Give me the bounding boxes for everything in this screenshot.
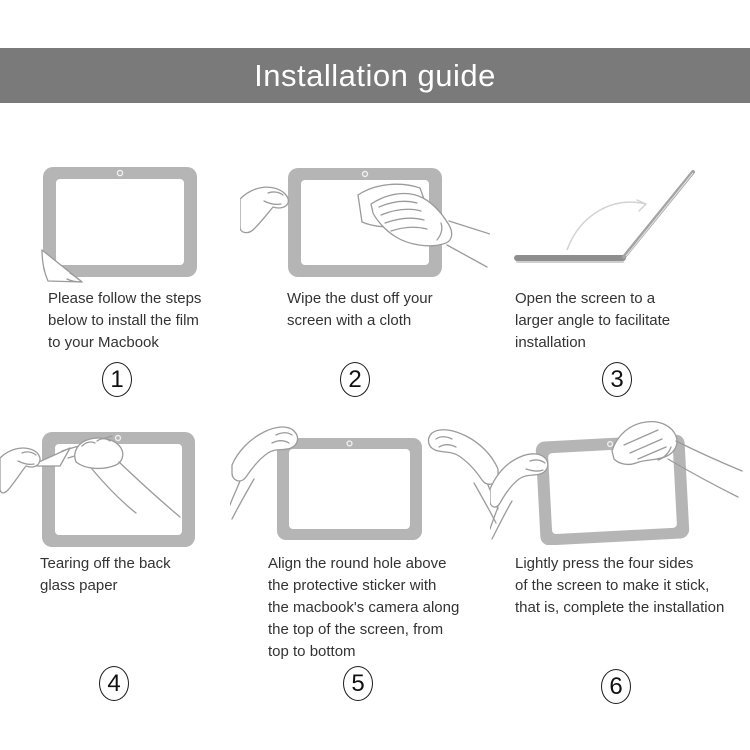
caption-line: larger angle to facilitate	[515, 312, 671, 329]
step-5-number-badge	[343, 666, 373, 701]
step-4-caption	[40, 553, 171, 597]
step-number: 5	[351, 669, 365, 697]
caption-line: top to bottom	[268, 643, 356, 660]
step-6-caption	[515, 553, 724, 619]
caption-line: of the screen to make it stick,	[515, 577, 710, 594]
step-2-number-badge	[340, 362, 370, 397]
caption-line: installation	[515, 334, 586, 351]
step-5-caption	[268, 553, 459, 663]
step-1-caption	[48, 288, 201, 354]
film-peel-icon	[20, 160, 240, 285]
step-number: 3	[610, 365, 624, 393]
caption-line: that is, complete the installation	[515, 599, 725, 616]
caption-line: to your Macbook	[48, 334, 159, 351]
caption-line: the macbook's camera along	[268, 599, 460, 616]
caption-line: the top of the screen, from	[268, 621, 444, 638]
caption-line: Please follow the steps	[48, 290, 202, 307]
step-1-number-badge	[102, 362, 132, 397]
caption-line: Lightly press the four sides	[515, 555, 694, 572]
step-3-caption	[515, 288, 670, 354]
page-title: Installation guide	[254, 57, 496, 93]
step-6-number-badge	[601, 669, 631, 704]
tear-paper-icon	[0, 420, 250, 550]
step-number: 4	[107, 669, 121, 697]
caption-line: Tearing off the back	[40, 555, 171, 572]
press-sides-icon	[490, 415, 750, 545]
step-number: 2	[348, 365, 362, 393]
caption-line: below to install the film	[48, 312, 199, 329]
align-film-icon	[230, 415, 500, 545]
header-banner	[0, 48, 750, 103]
caption-line: Wipe the dust off your	[287, 290, 433, 307]
caption-line: glass paper	[40, 577, 118, 594]
step-number: 1	[110, 365, 124, 393]
wipe-cloth-icon	[240, 155, 490, 290]
step-2-caption	[287, 288, 433, 332]
step-number: 6	[609, 672, 623, 700]
caption-line: the protective sticker with	[268, 577, 437, 594]
step-3-number-badge	[602, 362, 632, 397]
caption-line: Open the screen to a	[515, 290, 656, 307]
caption-line: Align the round hole above	[268, 555, 447, 572]
open-laptop-icon	[500, 160, 750, 270]
caption-line: screen with a cloth	[287, 312, 412, 329]
step-4-number-badge	[99, 666, 129, 701]
